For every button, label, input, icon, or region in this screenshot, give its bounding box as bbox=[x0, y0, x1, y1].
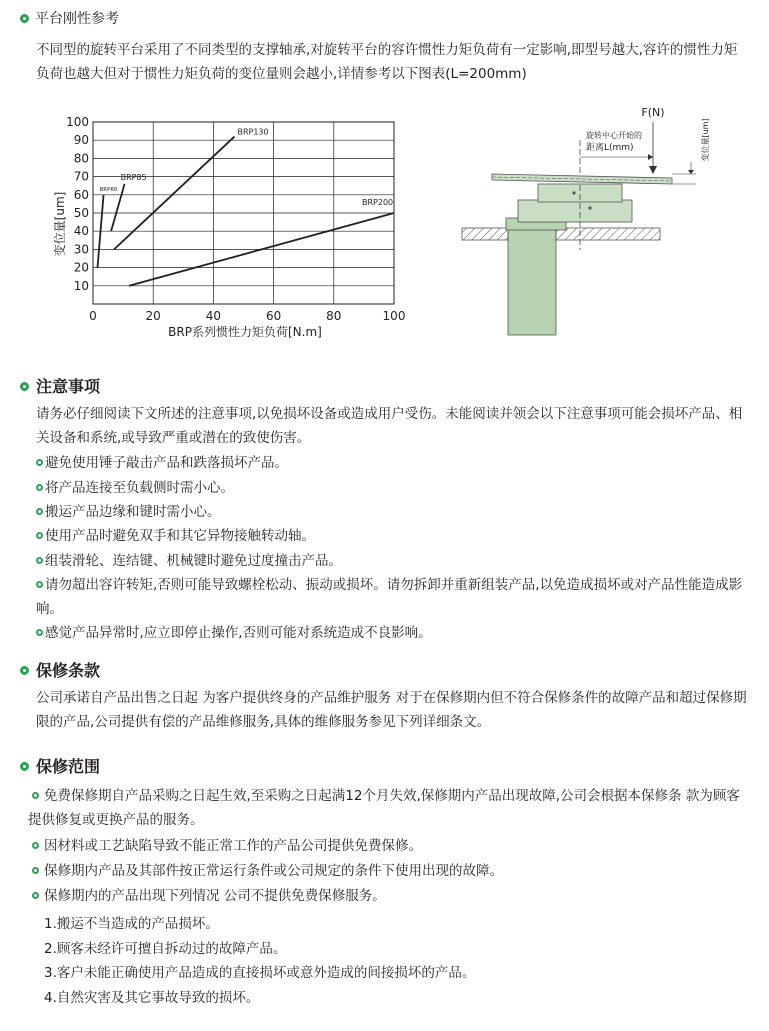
warranty-scope-title: 保修范围 bbox=[36, 757, 101, 776]
warranty-scope-heading bbox=[20, 756, 100, 778]
notice-item-text: 使用产品时避免双手和其它异物接触转动轴。 bbox=[45, 528, 315, 544]
notice-intro: 请务必仔细阅读下文所述的注意事项,以免损坏设备或造成用户受伤。未能阅读并领会以下注意事项可能会损坏产品、相关设备和系统,或导致严重或潜在的致使伤害。 bbox=[36, 406, 743, 446]
bullet-icon bbox=[36, 459, 43, 466]
warranty-exclusion-item: 2.顾客未经许可擅自拆动过的故障产品。 bbox=[44, 941, 287, 957]
rigidity-title: 平台刚性参考 bbox=[35, 11, 119, 27]
notice-item bbox=[36, 524, 748, 548]
notice-item-text: 请勿超出容许转矩,否则可能导致螺栓松动、振动或损坏。请勿拆卸并重新组装产品,以免造成损坏或对产品性能造成影响。 bbox=[36, 577, 743, 617]
notice-item-text: 组装滑轮、连结键、机械键时避免过度撞击产品。 bbox=[45, 553, 342, 569]
warranty-scope-item-text: 免费保修期自产品采购之日起生效,至采购之日起满12个月失效,保修期内产品出现故障,公司会根据本保修条 款为顾客提供修复或更换产品的服务。 bbox=[28, 788, 740, 828]
notice-item bbox=[36, 476, 748, 500]
warranty-exclusion-item: 1.搬运不当造成的产品损坏。 bbox=[44, 916, 219, 932]
notice-item-text: 感觉产品异常时,应立即停止操作,否则可能对系统造成不良影响。 bbox=[45, 625, 432, 641]
bullet-icon bbox=[36, 508, 43, 515]
bullet-icon bbox=[36, 581, 43, 588]
displacement-chart bbox=[0, 100, 420, 354]
chart-y-tick-label: 50 bbox=[73, 206, 89, 220]
chart-y-tick-label: 90 bbox=[73, 133, 89, 148]
chart-x-axis-label: BRP系列惯性力矩负荷[N.m] bbox=[168, 325, 322, 339]
warranty-exclusion-item: 3.客户未能正确使用产品造成的直接损坏或意外造成的间接损坏的产品。 bbox=[44, 965, 476, 981]
displacement-label: 变位量[um] bbox=[701, 118, 710, 162]
warranty-terms-title: 保修条款 bbox=[36, 661, 101, 680]
bullet-icon bbox=[32, 892, 39, 899]
chart-series-label: BRP130 bbox=[237, 127, 269, 137]
rigidity-paragraph: 不同型的旋转平台采用了不同类型的支撑轴承,对旋转平台的容许惯性力矩负荷有一定影响,即型号越大,容许的惯性力矩负荷也越大但对于惯性力矩负荷的变位量则会越小,详情参考以下图表(L=200mm) bbox=[36, 42, 738, 82]
base-right bbox=[556, 228, 660, 240]
warranty-terms-paragraph: 公司承诺自产品出售之日起 为客户提供终身的产品维护服务 对于在保修期内但不符合保修条件的故障产品和超过保修期限的产品,公司提供有偿的产品维修服务,具体的维修服务参见下列详细条文。 bbox=[36, 690, 747, 730]
bullet-icon bbox=[20, 382, 29, 391]
chart-series-label: BRP60 bbox=[99, 186, 118, 193]
notice-item bbox=[36, 451, 748, 475]
chart-y-tick-label: 10 bbox=[73, 278, 89, 293]
force-label: F(N) bbox=[641, 106, 665, 119]
notice-heading bbox=[20, 376, 100, 398]
chart-svg bbox=[0, 100, 420, 350]
rigidity-heading bbox=[20, 8, 119, 30]
chart-y-tick-label: 20 bbox=[73, 260, 89, 275]
bolt-icon bbox=[572, 191, 575, 194]
warranty-scope-item bbox=[28, 884, 748, 908]
chart-series-label: BRP85 bbox=[120, 172, 147, 182]
notice-item bbox=[36, 573, 748, 621]
force-arrow-icon bbox=[649, 166, 657, 174]
distance-label-line2: 距离L(mm) bbox=[586, 143, 634, 153]
warranty-scope-item-text: 保修期内的产品出现下列情况 公司不提供免费保修服务。 bbox=[44, 888, 386, 904]
notice-item bbox=[36, 549, 748, 573]
bullet-icon bbox=[32, 792, 39, 799]
chart-y-tick-label: 80 bbox=[73, 151, 89, 166]
warranty-terms-heading bbox=[20, 660, 100, 682]
warranty-scope-item bbox=[28, 834, 748, 858]
motor-body bbox=[508, 225, 556, 335]
warranty-scope-item bbox=[28, 784, 748, 832]
notice-item-text: 搬运产品边缘和键时需小心。 bbox=[45, 504, 221, 520]
chart-y-tick-label: 60 bbox=[73, 187, 89, 202]
bullet-icon bbox=[36, 484, 43, 491]
bullet-icon bbox=[20, 666, 29, 675]
chart-x-tick-label: 80 bbox=[326, 309, 342, 323]
bullet-icon bbox=[36, 629, 43, 636]
chart-series-label: BRP200 bbox=[362, 198, 394, 207]
bullet-icon bbox=[36, 557, 43, 564]
chart-x-tick-label: 60 bbox=[265, 309, 282, 323]
notice-item-text: 将产品连接至负载侧时需小心。 bbox=[45, 480, 234, 496]
chart-y-tick-label: 70 bbox=[73, 169, 89, 184]
base-left bbox=[462, 228, 508, 240]
platform-body-lower bbox=[518, 200, 632, 222]
notice-item bbox=[36, 500, 748, 524]
displacement-arrow-icon bbox=[688, 170, 694, 174]
notice-item bbox=[36, 621, 748, 645]
chart-x-tick-label: 40 bbox=[205, 309, 222, 323]
distance-label-line1: 旋转中心开始的 bbox=[586, 131, 642, 140]
platform-diagram-svg bbox=[450, 100, 710, 345]
chart-y-tick-label: 40 bbox=[73, 224, 89, 239]
chart-series-line-brp130 bbox=[114, 137, 234, 250]
platform-diagram bbox=[450, 100, 710, 349]
chart-y-tick-label: 30 bbox=[73, 242, 89, 257]
warranty-exclusion-item: 4.自然灾害及其它事故导致的损坏。 bbox=[44, 990, 260, 1006]
dimension-arrow-icon bbox=[648, 154, 653, 160]
chart-y-tick-label: 100 bbox=[66, 115, 89, 129]
chart-x-tick-label: 0 bbox=[89, 309, 97, 323]
chart-x-tick-label: 20 bbox=[145, 309, 161, 323]
warranty-scope-item-text: 因材料或工艺缺陷导致不能正常工作的产品公司提供免费保修。 bbox=[44, 838, 422, 854]
bullet-icon bbox=[20, 14, 29, 23]
bolt-icon bbox=[588, 206, 591, 209]
bullet-icon bbox=[32, 842, 39, 849]
notice-item-text: 避免使用锤子敲击产品和跌落损坏产品。 bbox=[45, 455, 288, 471]
bullet-icon bbox=[20, 762, 29, 771]
warranty-scope-item-text: 保修期内产品及其部件按正常运行条件或公司规定的条件下使用出现的故障。 bbox=[44, 863, 503, 879]
warranty-scope-item bbox=[28, 859, 748, 883]
bullet-icon bbox=[36, 532, 43, 539]
notice-title: 注意事项 bbox=[36, 377, 101, 396]
chart-y-axis-label: 变位量[um] bbox=[53, 191, 67, 257]
bullet-icon bbox=[32, 867, 39, 874]
chart-x-tick-label: 100 bbox=[382, 309, 406, 323]
